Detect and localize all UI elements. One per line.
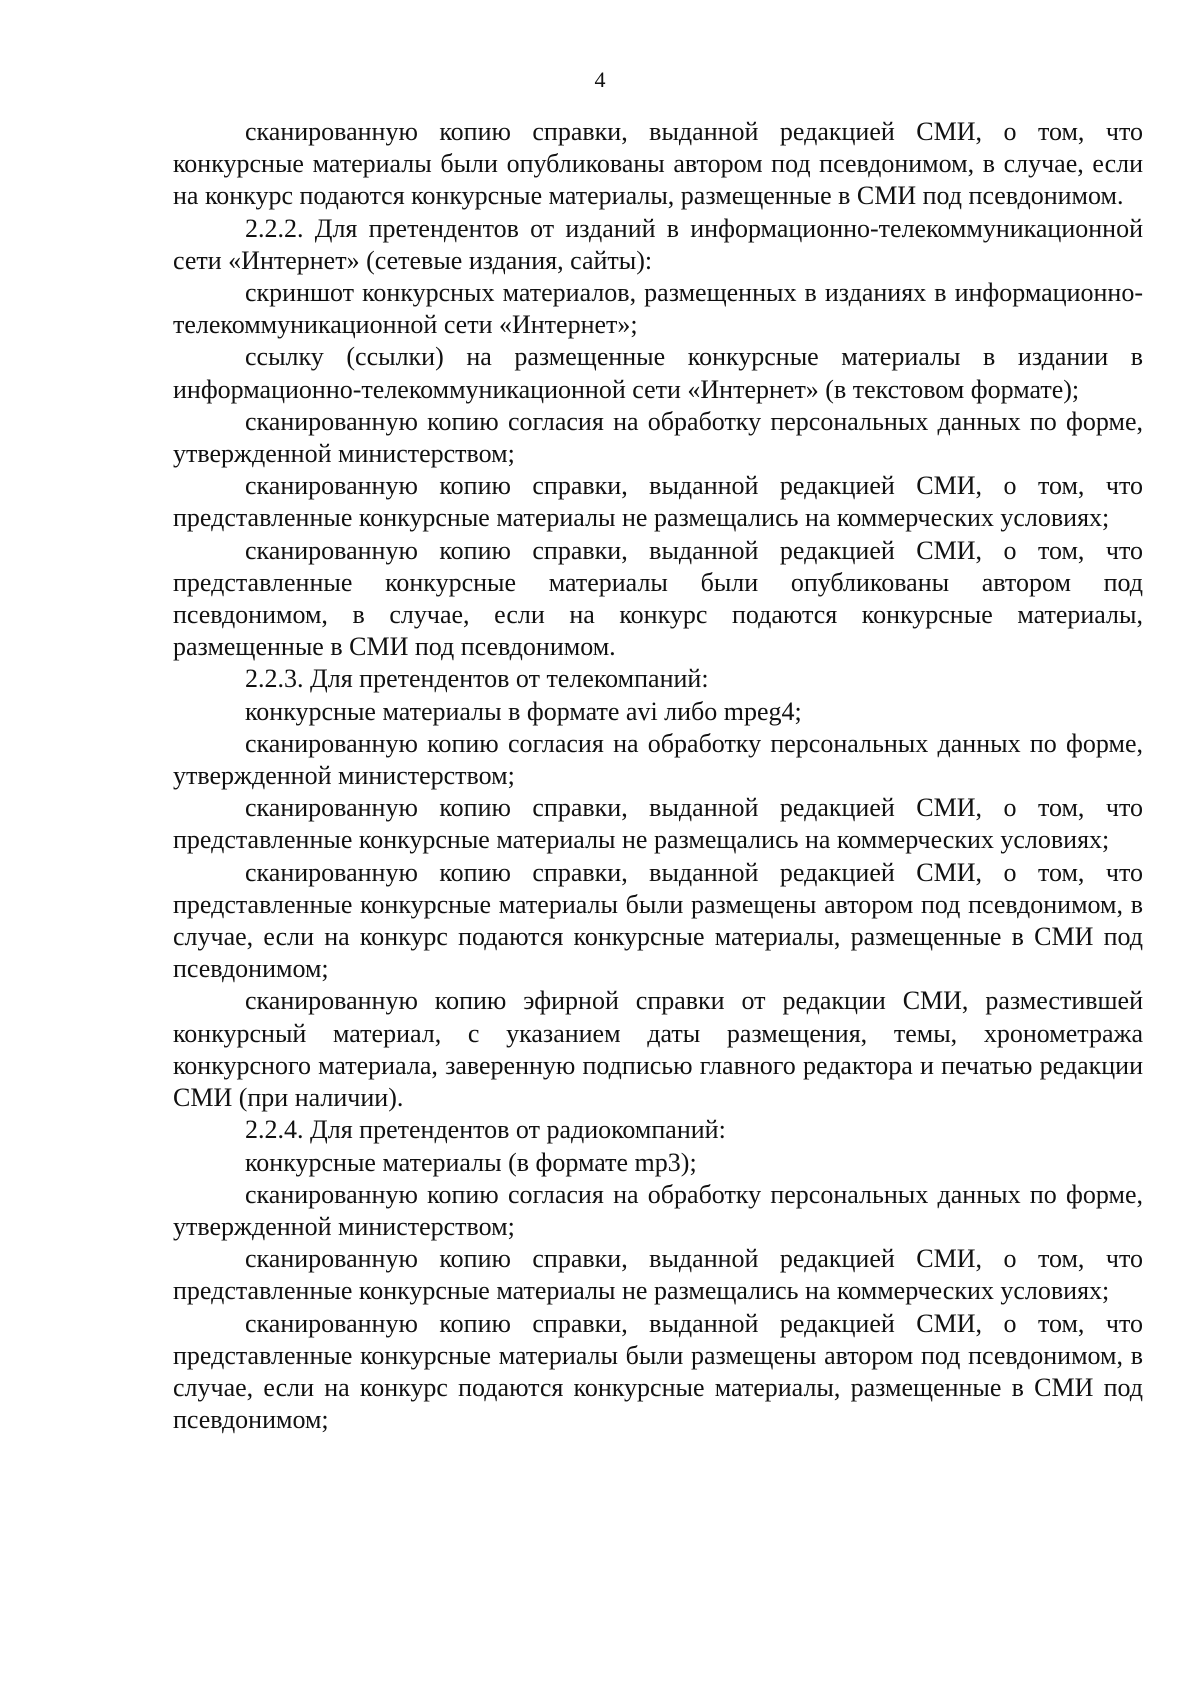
paragraph: сканированную копию справки, выданной редакцией СМИ, о том, что представленные конкурсные материалы были опубликованы автором под псевдонимом, в случае, если на конкурс подаются конкурсные материалы, размещенные в СМИ под псевдонимом. xyxy=(173,535,1143,662)
paragraph: сканированную копию справки, выданной редакцией СМИ, о том, что представленные конкурсные материалы не размещались на коммерческих условиях; xyxy=(173,1244,1143,1306)
paragraph: сканированную копию справки, выданной редакцией СМИ, о том, что представленные конкурсные материалы не размещались на коммерческих условиях; xyxy=(173,793,1143,855)
paragraph: 2.2.4. Для претендентов от радиокомпаний: xyxy=(245,1115,726,1145)
paragraph: скриншот конкурсных материалов, размещенных в изданиях в информационно-телекоммуникационной сети «Интернет»; xyxy=(173,278,1143,340)
document-body xyxy=(173,116,1143,1436)
paragraph: сканированную копию согласия на обработку персональных данных по форме, утвержденной министерством; xyxy=(173,1179,1143,1241)
paragraph: сканированную копию справки, выданной редакцией СМИ, о том, что представленные конкурсные материалы были размещены автором под псевдонимом, в случае, если на конкурс подаются конкурсные материалы, размещенные в СМИ под псевдонимом; xyxy=(173,1308,1143,1435)
paragraph: 2.2.3. Для претендентов от телекомпаний: xyxy=(245,664,709,694)
paragraph: конкурсные материалы в формате avi либо mpeg4; xyxy=(245,696,802,726)
paragraph: сканированную копию справки, выданной редакцией СМИ, о том, что представленные конкурсные материалы не размещались на коммерческих условиях; xyxy=(173,471,1143,533)
paragraph: сканированную копию согласия на обработку персональных данных по форме, утвержденной министерством; xyxy=(173,728,1143,791)
page-number: 4 xyxy=(594,67,606,92)
paragraph: сканированную копию справки, выданной редакцией СМИ, о том, что конкурсные материалы были опубликованы автором под псевдонимом, в случае, если на конкурс подаются конкурсные материалы, размещенные в СМИ под псевдонимом. xyxy=(173,117,1143,211)
paragraph: сканированную копию эфирной справки от редакции СМИ, разместившей конкурсный материал, с указанием даты размещения, темы, хронометража конкурсного материала, заверенную подписью главного редактора и печатью редакции СМИ (при наличии). xyxy=(173,986,1143,1113)
paragraph: 2.2.2. Для претендентов от изданий в информационно-телекоммуникационной сети «Интернет» (сетевые издания, сайты): xyxy=(173,213,1143,275)
paragraph: сканированную копию согласия на обработку персональных данных по форме, утвержденной министерством; xyxy=(173,406,1143,469)
paragraph: ссылку (ссылки) на размещенные конкурсные материалы в издании в информационно-телекоммуникационной сети «Интернет» (в текстовом формате); xyxy=(173,342,1143,404)
paragraph: сканированную копию справки, выданной редакцией СМИ, о том, что представленные конкурсные материалы были размещены автором под псевдонимом, в случае, если на конкурс подаются конкурсные материалы, размещенные в СМИ под псевдонимом; xyxy=(173,857,1143,984)
paragraph: конкурсные материалы (в формате mp3); xyxy=(245,1147,697,1177)
